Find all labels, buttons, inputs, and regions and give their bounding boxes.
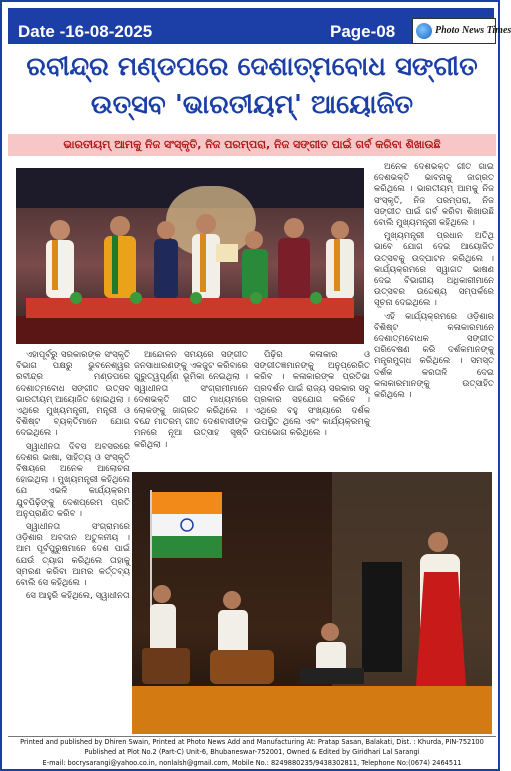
photo-music-performance: [132, 472, 492, 734]
article-paragraph: ସ୍ୱାଧୀନତା ସଂଗ୍ରାମରେ ଓଡ଼ିଶାର ଅବଦାନ ଅତୁଳନୀୟ । ଆମ ପୂର୍ବପୁରୁଷମାନେ ଦେଶ ପାଇଁ ଯେଉଁ ତ୍ୟାଗ କରିଥିଲେ ତାହାକୁ ସ୍ମରଣ କରିବା ଆମର କର୍ତ୍ତବ୍ୟ ବୋଲି ସେ କହିଥିଲେ ।: [16, 522, 130, 589]
article-column-2: [134, 350, 248, 468]
article-paragraph: ଅନେକ ଦେଶଭକ୍ତ ଗୀତ ଗାଇ ଦେଶଭକ୍ତି ଭାବନାକୁ ଜାଗ୍ରତ କରିଥିଲେ । ଭାରତୀୟମ୍ ଆମକୁ ନିଜ ସଂସ୍କୃତି, ନିଜ ପରମ୍ପରା, ନିଜ ସଙ୍ଗୀତ ପାଇଁ ଗର୍ବ କରିବା ଶିଖାଉଛି ବୋଲି ମୁଖ୍ୟମନ୍ତ୍ରୀ କହିଥିଲେ ।: [374, 162, 494, 229]
article-paragraph: ଆନ୍ଦୋଳନ ସମୟରେ ସଙ୍ଗୀତ ଜନସାଧାରଣଙ୍କୁ ଏକଜୁଟ କରିବାରେ ଗୁରୁତ୍ୱପୂର୍ଣ୍ଣ ଭୂମିକା ନେଇଥିଲା । ସ୍ୱାଧୀନତା ସଂଗ୍ରାମୀମାନେ ଦେଶଭକ୍ତି ଗୀତ ମାଧ୍ୟମରେ ଲୋକଙ୍କୁ ଜାଗ୍ରତ କରିଥିଲେ । ବନ୍ଦେ ମାତରମ୍ ଗୀତ ଦେଶବାସୀଙ୍କ ମନରେ ନୂଆ ଉତ୍ସାହ ସୃଷ୍ଟି କରିଥିଲା ।: [134, 350, 248, 450]
issue-date: Date -16-08-2025: [18, 22, 153, 41]
article-paragraph: ସ୍ୱାଧୀନତା ଦିବସ ଅବସରରେ ଦେଶର ଭାଷା, ସାହିତ୍ୟ ଓ ସଂସ୍କୃତି ବିଷୟରେ ଅନେକ ଆଲୋଚନା ହୋଇଥିଲା । ମୁଖ୍ୟମନ୍ତ୍ରୀ କହିଥିଲେ ଯେ ଏଭଳି କାର୍ଯ୍ୟକ୍ରମ ଯୁବପିଢ଼ିଙ୍କୁ ଦେଶପ୍ରେମ ପ୍ରତି ଅନୁପ୍ରାଣିତ କରିବ ।: [16, 441, 130, 519]
article-paragraph: ସେ ଆହୁରି କହିଥିଲେ, ସ୍ୱାଧୀନତା: [26, 591, 130, 602]
article-paragraph: ମୁଖ୍ୟମନ୍ତ୍ରୀ ପ୍ରଧାନ ଅତିଥି ଭାବେ ଯୋଗ ଦେଇ ଆୟୋଜିତ ଉତ୍ସବକୁ ଉଦ୍‌ଘାଟନ କରିଥିଲେ । କାର୍ଯ୍ୟକ୍ରମରେ ସ୍ୱାଗତ ଭାଷଣ ଦେଇ ବିଭାଗୀୟ ଅଧିକାରୀମାନେ ଉତ୍ସବର ଉଦ୍ଦେଶ୍ୟ ସମ୍ପର୍କରେ ସୂଚନା ଦେଇଥିଲେ ।: [374, 231, 494, 309]
imprint-line-1: Printed and published by Dhiren Swain, Printed at Photo News Add and Manufacturing At: Pratap Sasan, Balakati, Dist. : Khurda, PIN-752100: [20, 738, 484, 746]
article-paragraph: ଏହାପୂର୍ବରୁ ସରକାରଙ୍କ ସଂସ୍କୃତି ବିଭାଗ ପକ୍ଷରୁ ଭୁବନେଶ୍ୱର ରବୀନ୍ଦ୍ର ମଣ୍ଡପରେ ଦେଶାତ୍ମବୋଧ ସଙ୍ଗୀତ ଉତ୍ସବ ଭାରତୀୟମ୍ ଆୟୋଜିତ ହୋଇଥିଲା । ଏଥିରେ ମୁଖ୍ୟମନ୍ତ୍ରୀ, ମନ୍ତ୍ରୀ ଓ ବିଶିଷ୍ଟ ବ୍ୟକ୍ତିମାନେ ଯୋଗ ଦେଇଥିଲେ ।: [16, 350, 130, 439]
article-column-3: [254, 350, 370, 468]
article-column-1: [16, 350, 130, 728]
performance-image: [132, 472, 492, 734]
article-paragraph: ଏହି କାର୍ଯ୍ୟକ୍ରମରେ ଓଡ଼ିଶାର ବିଶିଷ୍ଟ କଳାକାରମାନେ ଦେଶାତ୍ମବୋଧକ ସଙ୍ଗୀତ ପରିବେଷଣ କରି ଦର୍ଶକମାନଙ୍କୁ ମନ୍ତ୍ରମୁଗ୍ଧ କରିଥିଲେ । ସମସ୍ତ ଦର୍ଶକ କରତାଳି ଦେଇ କଳାକାରମାନଙ୍କୁ ଉତ୍ସାହିତ କରିଥିଲେ ।: [374, 311, 494, 401]
photo-news-times-logo: [412, 18, 511, 44]
masthead-bar: [8, 8, 511, 44]
imprint-footer: [8, 736, 496, 770]
article-paragraph: ପିଢ଼ିର କଳାକାର ଓ ସଙ୍ଗୀତଜ୍ଞମାନଙ୍କୁ ଅନୁପ୍ରେରିତ କରିବ । କଳାକାରଙ୍କ ପ୍ରତିଭା ପ୍ରଦର୍ଶନ ପାଇଁ ରାଜ୍ୟ ସରକାର ସବୁ ପ୍ରକାର ସହଯୋଗ କରିବେ । ଏଥିରେ ବହୁ ସଂଖ୍ୟାରେ ଦର୍ଶକ ଉପସ୍ଥିତ ଥିଲେ ଏବଂ କାର୍ଯ୍ୟକ୍ରମକୁ ଉପଭୋଗ କରିଥିଲେ ।: [254, 350, 370, 439]
globe-icon: [416, 23, 432, 39]
page-number: Page-08: [330, 22, 396, 41]
article-column-right: [374, 162, 494, 468]
headline-line-2: ଉତ୍ସବ 'ଭାରତୀୟମ୍' ଆୟୋଜିତ: [90, 90, 414, 120]
headline-line-1: ରବୀନ୍ଦ୍ର ମଣ୍ଡପରେ ଦେଶାତ୍ମବୋଧ ସଙ୍ଗୀତ: [26, 52, 478, 82]
photo-felicitation: [16, 168, 364, 344]
logo-text: Photo News Times: [435, 25, 511, 36]
subheadline: ଭାରତୀୟମ୍ ଆମକୁ ନିଜ ସଂସ୍କୃତି, ନିଜ ପରମ୍ପରା, ନିଜ ସଙ୍ଗୀତ ପାଇଁ ଗର୍ବ କରିବା ଶିଖାଉଛି: [8, 134, 496, 156]
imprint-line-3: E-mail: bocrysarangi@yahoo.co.in, nonlalsh@gmail.com, Mobile No.: 8249880235/9438302811, Telephone No:(0674) 2464511: [42, 758, 462, 767]
felicitation-image: [16, 168, 364, 344]
imprint-line-2: Published at Plot No.2 (Part-C) Unit-6, Bhubaneswar-752001, Owned & Edited by Giridhari Lal Sarangi: [84, 748, 420, 757]
